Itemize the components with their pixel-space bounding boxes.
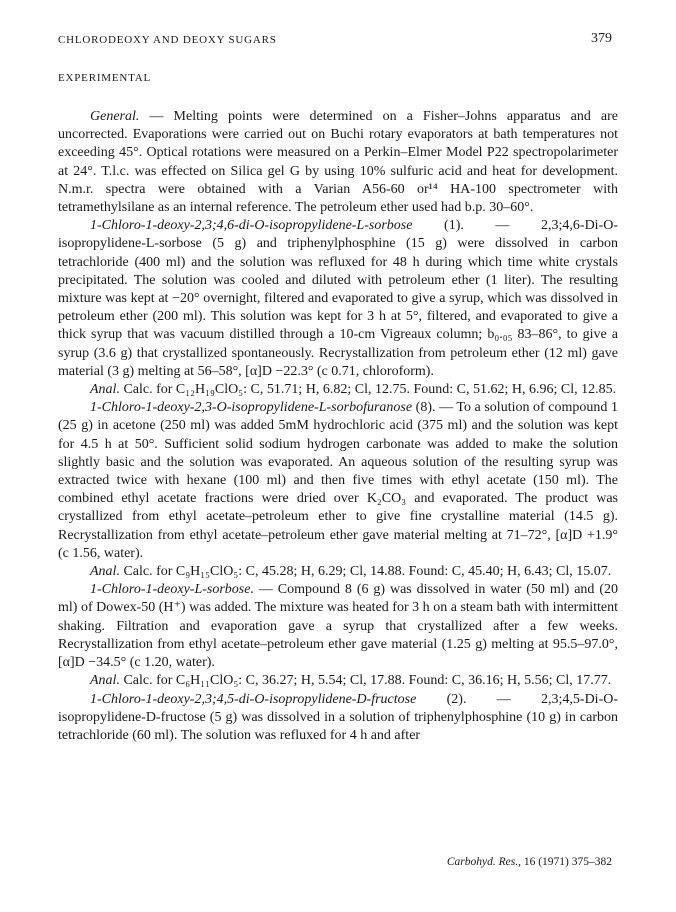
paragraph-lead: Anal. [90,673,120,689]
paragraph-text: Calc. for C₆H₁₁ClO₅: C, 36.27; H, 5.54; Cl, 17.88. Found: C, 36.16; H, 5.56; Cl, 17.77. [119,673,612,689]
body-text [58,108,618,745]
paragraph-text: (1). — 2,3;4,6-Di-O-isopropylidene-L-sorbose (5 g) and triphenylphosphine (15 g) were dissolved in carbon tetrachloride (400 ml) and the solution was refluxed for 48 h during which time white crystals precipitated. The solution was cooled and diluted with petroleum ether (1 liter). The resulting mixture was kept at −20° overnight, filtered and evaporated to give a syrup, which was dissolved in petroleum ether (200 ml). This solution was kept for 3 h at 5°, filtered, and evaporated to give a thick syrup that was vacuum distilled through a 10-cm Vigreaux column; b₀.₀₅ 83–86°, to give a syrup (3.6 g) that crystallized spontaneously. Recrystallization from petroleum ether (12 ml) gave material (3 g) melting at 56–58°, [α]D −22.3° (c 0.71, chloroform). [58,218,618,379]
paragraph-compound-8 [58,399,618,563]
journal-volume: 16 (1971) 375–382 [520,856,612,868]
section-heading: EXPERIMENTAL [58,72,152,84]
paragraph-lead: General. [90,109,140,124]
paragraph-text: — Melting points were determined on a Fisher–Johns apparatus and are uncorrected. Evaporations were carried out on Buchi rotary evaporators at bath temperatures not exceeding 45°. Optical rotations were measured on a Perkin–Elmer Model P22 spectropolarimeter at 24°. T.l.c. was effected on Silica gel G by using 10% sulfuric acid and heat for development. N.m.r. spectra were obtained with a Varian A56-60 or¹⁴ HA-100 spectrometer with tetramethylsilane as an internal reference. The petroleum ether used had b.p. 30–60°. [58,109,618,216]
paragraph-anal-2 [58,563,618,581]
paragraph-text: (2). — 2,3;4,5-Di-O-isopropylidene-D-fructose (5 g) was dissolved in a solution of triphenylphosphine (10 g) in carbon tetrachloride (60 ml). The solution was refluxed for 4 h and after [58,691,618,743]
journal-citation [447,856,612,868]
running-head: CHLORODEOXY AND DEOXY SUGARS [58,34,277,46]
paragraph-sorbose [58,581,618,672]
paragraph-lead: Anal. [90,564,120,580]
paragraph-anal-3 [58,672,618,690]
paragraph-lead: 1-Chloro-1-deoxy-2,3;4,5-di-O-isopropylidene-D-fructose [90,691,417,707]
paragraph-lead: 1-Chloro-1-deoxy-L-sorbose. [90,582,254,598]
paragraph-lead: 1-Chloro-1-deoxy-2,3-O-isopropylidene-L-sorbofuranose [90,400,413,416]
paragraph-anal-1 [58,381,618,399]
paragraph-text: (8). — To a solution of compound 1 (25 g) in acetone (250 ml) was added 5mM hydrochloric acid (375 ml) and the solution was kept for 4.5 h at 50°. Sufficient solid sodium hydrogen carbonate was added to make the solution slightly basic and the solution was evaporated. An aqueous solution of the resulting syrup was extracted twice with hexane (100 ml) and then five times with ethyl acetate (150 ml). The combined ethyl acetate fractions were dried over K₂CO₃ and evaporated. The product was crystallized from ethyl acetate–petroleum ether to give fine crystalline material (14.5 g). Recrystallization from ethyl acetate–petroleum ether gave material melting at 71–72°, [α]D +1.9° (c 1.56, water). [58,400,618,561]
paragraph-lead: Anal. [90,382,120,398]
paragraph-general [58,108,618,217]
journal-name: Carbohyd. Res., [446,856,521,868]
paragraph-text: — Compound 8 (6 g) was dissolved in water (50 ml) and (20 ml) of Dowex-50 (H⁺) was added. The mixture was heated for 3 h on a steam bath with intermittent shaking. Filtration and evaporation gave a syrup that crystallized after a few weeks. Recrystallization from ethyl acetate–petroleum ether gave material (1.25 g) melting at 95.5–97.0°, [α]D −34.5° (c 1.20, water). [58,582,618,671]
paragraph-lead: 1-Chloro-1-deoxy-2,3;4,6-di-O-isopropylidene-L-sorbose [90,218,413,234]
page-number: 379 [591,31,612,46]
paragraph-compound-1 [58,217,618,381]
paragraph-text: Calc. for C₉H₁₅ClO₅: C, 45.28; H, 6.29; Cl, 14.88. Found: C, 45.40; H, 6.43; Cl, 15.07. [119,564,612,580]
paragraph-compound-2 [58,691,618,746]
paragraph-text: Calc. for C₁₂H₁₉ClO₅: C, 51.71; H, 6.82; Cl, 12.75. Found: C, 51.62; H, 6.96; Cl, 12.85. [119,382,617,398]
